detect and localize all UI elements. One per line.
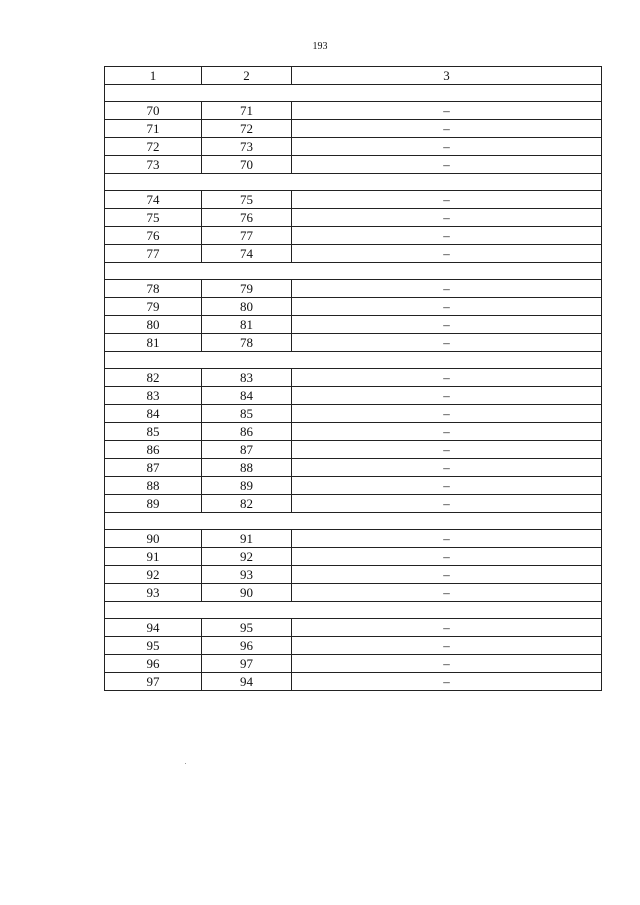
table-cell-c3: –	[292, 369, 602, 387]
page-number: 193	[312, 41, 328, 52]
table-cell-c2: 78	[202, 334, 292, 352]
table-cell-c3: –	[292, 156, 602, 174]
table-cell-c2: 84	[202, 387, 292, 405]
table-cell-c2: 79	[202, 280, 292, 298]
table-cell-c1: 81	[105, 334, 202, 352]
table-cell-c2: 82	[202, 495, 292, 513]
table-cell-c3: –	[292, 138, 602, 156]
table-cell-c2: 97	[202, 655, 292, 673]
table-cell-c3: –	[292, 334, 602, 352]
table-cell-c3: –	[292, 477, 602, 495]
table-row	[105, 530, 602, 548]
table-row	[105, 138, 602, 156]
table-cell-c1: 97	[105, 673, 202, 691]
table-row	[105, 673, 602, 691]
table-row	[105, 405, 602, 423]
table-cell-c1: 95	[105, 637, 202, 655]
table-cell-c3: –	[292, 120, 602, 138]
table-cell-c3: –	[292, 209, 602, 227]
table-cell-c3: –	[292, 566, 602, 584]
table-cell-c3: –	[292, 298, 602, 316]
table-row	[105, 156, 602, 174]
section-separator-cell	[105, 85, 602, 102]
table-cell-c1: 77	[105, 245, 202, 263]
header-row	[105, 67, 602, 85]
table-row	[105, 227, 602, 245]
table-row	[105, 102, 602, 120]
table-cell-c2: 73	[202, 138, 292, 156]
table-row	[105, 548, 602, 566]
table-cell-c2: 95	[202, 619, 292, 637]
table-cell-c2: 89	[202, 477, 292, 495]
table-cell-c1: 87	[105, 459, 202, 477]
table-cell-c1: 88	[105, 477, 202, 495]
table-cell-c1: 76	[105, 227, 202, 245]
table-cell-c3: –	[292, 405, 602, 423]
table-cell-c1: 73	[105, 156, 202, 174]
table-cell-c3: –	[292, 637, 602, 655]
table-cell-c3: –	[292, 619, 602, 637]
table-cell-c1: 83	[105, 387, 202, 405]
table-row	[105, 495, 602, 513]
table-cell-c2: 91	[202, 530, 292, 548]
data-table	[104, 66, 602, 691]
table-cell-c3: –	[292, 459, 602, 477]
section-separator-cell	[105, 174, 602, 191]
table-cell-c1: 79	[105, 298, 202, 316]
table-row	[105, 423, 602, 441]
table-cell-c2: 92	[202, 548, 292, 566]
section-separator-cell	[105, 263, 602, 280]
table-cell-c1: 72	[105, 138, 202, 156]
table-cell-c2: 70	[202, 156, 292, 174]
table-cell-c1: 90	[105, 530, 202, 548]
table-cell-c1: 96	[105, 655, 202, 673]
table-row	[105, 369, 602, 387]
table-row	[105, 316, 602, 334]
table-cell-c2: 76	[202, 209, 292, 227]
table-row	[105, 387, 602, 405]
table-cell-c2: 96	[202, 637, 292, 655]
table-cell-c2: 77	[202, 227, 292, 245]
table-cell-c1: 85	[105, 423, 202, 441]
table-body	[105, 85, 602, 691]
table-cell-c1: 80	[105, 316, 202, 334]
table-cell-c2: 71	[202, 102, 292, 120]
table-cell-c2: 75	[202, 191, 292, 209]
table-row	[105, 191, 602, 209]
table-row	[105, 334, 602, 352]
table-cell-c3: –	[292, 530, 602, 548]
table-cell-c3: –	[292, 548, 602, 566]
section-separator-row	[105, 85, 602, 102]
table-row	[105, 441, 602, 459]
table-row	[105, 637, 602, 655]
table-cell-c3: –	[292, 316, 602, 334]
table-cell-c1: 78	[105, 280, 202, 298]
table-row	[105, 477, 602, 495]
section-separator-row	[105, 513, 602, 530]
section-separator-cell	[105, 513, 602, 530]
table-cell-c1: 93	[105, 584, 202, 602]
table-cell-c2: 94	[202, 673, 292, 691]
table-cell-c1: 89	[105, 495, 202, 513]
table-cell-c3: –	[292, 423, 602, 441]
table-cell-c2: 81	[202, 316, 292, 334]
table-cell-c2: 88	[202, 459, 292, 477]
section-separator-cell	[105, 602, 602, 619]
table-row	[105, 298, 602, 316]
table-cell-c1: 70	[105, 102, 202, 120]
table-cell-c1: 91	[105, 548, 202, 566]
table-cell-c3: –	[292, 245, 602, 263]
table-cell-c1: 71	[105, 120, 202, 138]
table-cell-c3: –	[292, 102, 602, 120]
table-cell-c3: –	[292, 655, 602, 673]
table-cell-c2: 87	[202, 441, 292, 459]
table-cell-c1: 86	[105, 441, 202, 459]
section-separator-row	[105, 263, 602, 280]
table-cell-c1: 84	[105, 405, 202, 423]
table-row	[105, 655, 602, 673]
table-cell-c1: 75	[105, 209, 202, 227]
section-separator-row	[105, 174, 602, 191]
table-cell-c1: 74	[105, 191, 202, 209]
table-row	[105, 584, 602, 602]
table-row	[105, 619, 602, 637]
section-separator-cell	[105, 352, 602, 369]
scan-speck	[185, 763, 186, 764]
table-cell-c3: –	[292, 387, 602, 405]
table-cell-c3: –	[292, 191, 602, 209]
section-separator-row	[105, 602, 602, 619]
table-cell-c3: –	[292, 495, 602, 513]
table-cell-c2: 90	[202, 584, 292, 602]
column-header: 2	[202, 67, 292, 85]
table-cell-c1: 92	[105, 566, 202, 584]
table-cell-c2: 93	[202, 566, 292, 584]
table-cell-c3: –	[292, 584, 602, 602]
table-cell-c1: 82	[105, 369, 202, 387]
table-cell-c3: –	[292, 280, 602, 298]
table-cell-c3: –	[292, 441, 602, 459]
table-row	[105, 280, 602, 298]
table-cell-c2: 86	[202, 423, 292, 441]
table-row	[105, 209, 602, 227]
table-row	[105, 566, 602, 584]
section-separator-row	[105, 352, 602, 369]
table-cell-c2: 83	[202, 369, 292, 387]
table-row	[105, 120, 602, 138]
table-cell-c2: 80	[202, 298, 292, 316]
table-row	[105, 245, 602, 263]
table-cell-c1: 94	[105, 619, 202, 637]
table-cell-c2: 74	[202, 245, 292, 263]
table-row	[105, 459, 602, 477]
table-cell-c3: –	[292, 227, 602, 245]
table-cell-c2: 85	[202, 405, 292, 423]
column-header: 1	[105, 67, 202, 85]
column-header: 3	[292, 67, 602, 85]
table-cell-c2: 72	[202, 120, 292, 138]
table-cell-c3: –	[292, 673, 602, 691]
